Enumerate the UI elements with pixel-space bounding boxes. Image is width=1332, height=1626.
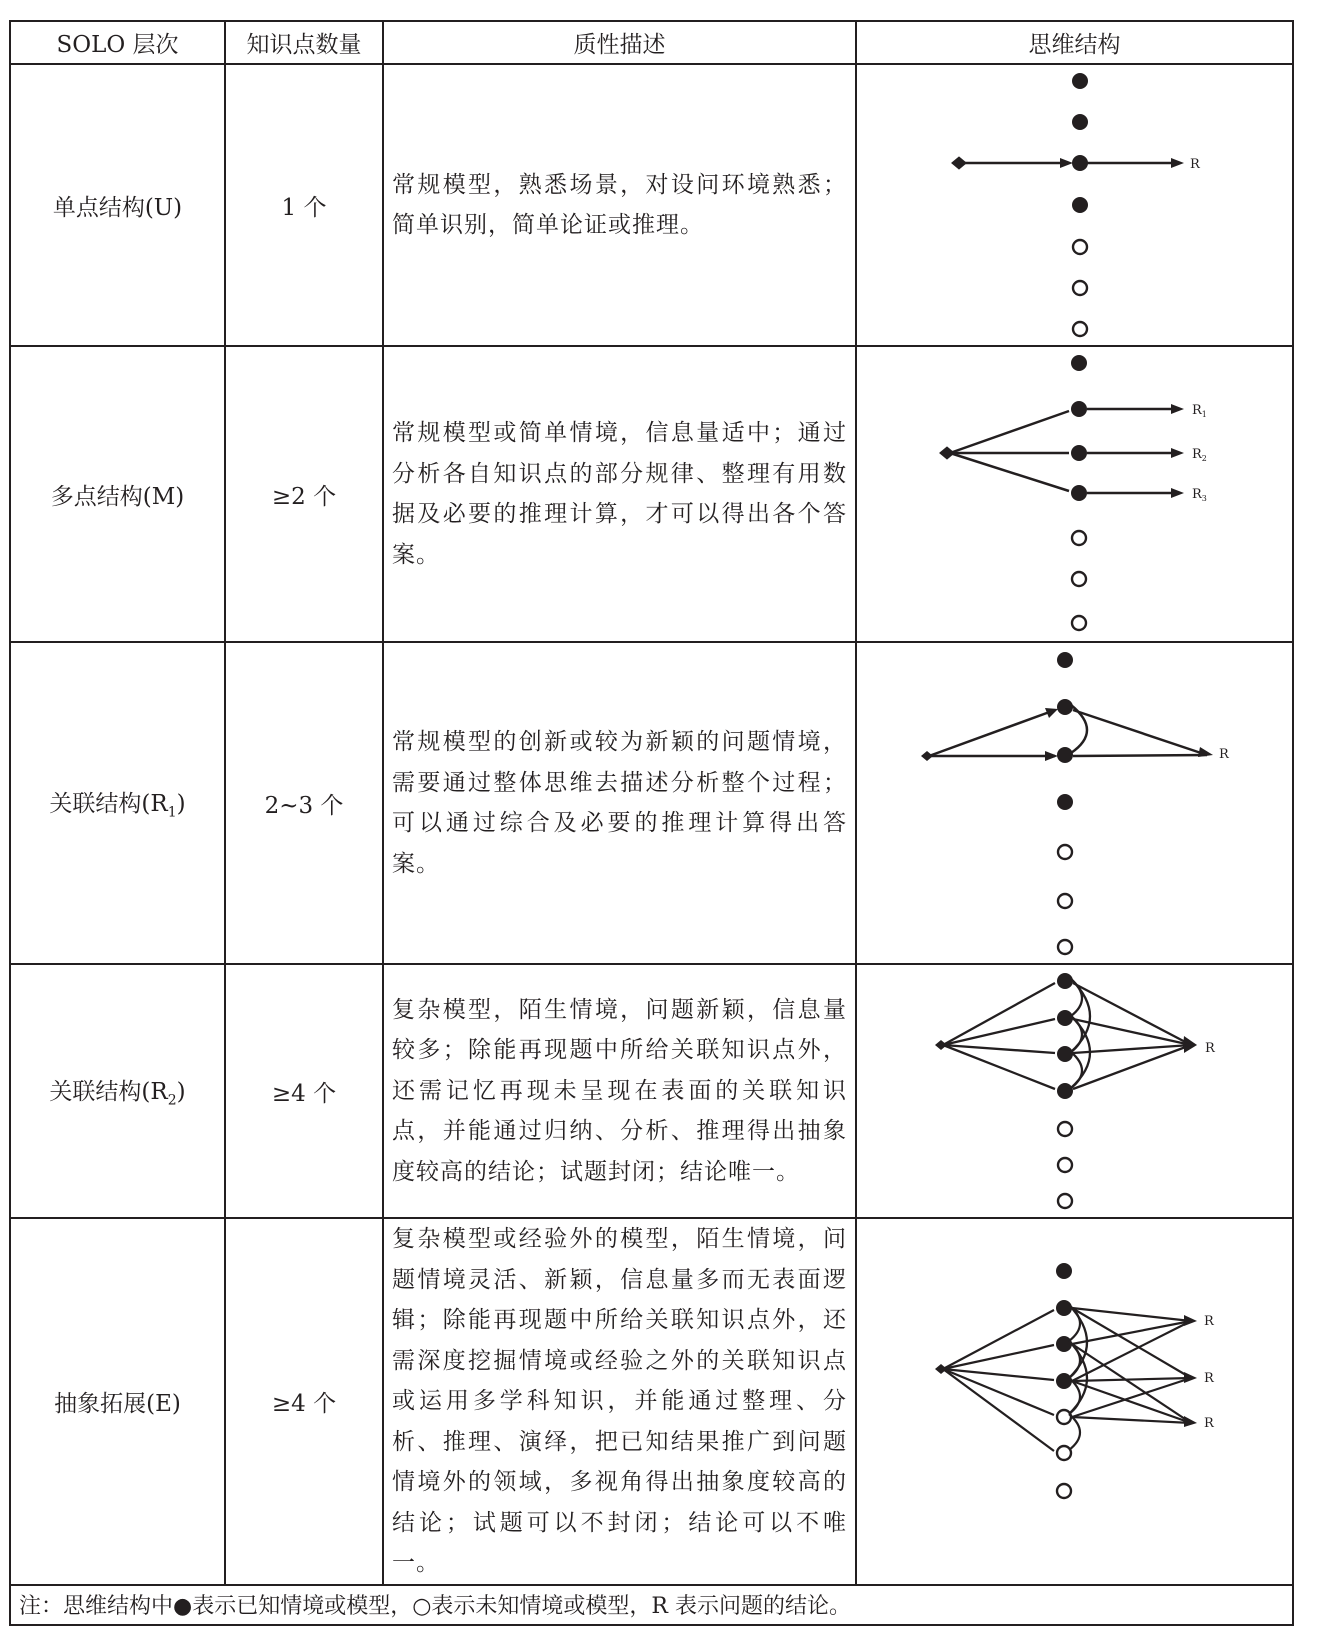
level-cell: 关联结构$(R_1)$ xyxy=(10,642,225,964)
unistructural-diagram xyxy=(857,65,1294,347)
table-row xyxy=(10,964,1293,1218)
table-row xyxy=(10,642,1293,964)
known-node xyxy=(1071,401,1087,417)
conclusion-label: R xyxy=(1192,403,1202,418)
header-thinking-structure: 思维结构 xyxy=(856,21,1293,64)
header-knowledge-count: 知识点数量 xyxy=(225,21,383,64)
count-cell: ≥2 个 xyxy=(225,346,383,642)
known-node xyxy=(1071,355,1087,371)
conclusion-label: R xyxy=(1192,487,1202,502)
description-cell: 复杂模型，陌生情境，问题新颖，信息量较多；除能再现题中所给关联知识点外，还需记忆再现未呈现在表面的关联知识点，并能通过归纳、分析、推理得出抽象度较高的结论；试题封闭；结论唯一。 xyxy=(383,964,856,1218)
count-cell: 1 个 xyxy=(225,64,383,346)
unknown-node xyxy=(1072,572,1086,586)
unknown-node xyxy=(1073,322,1087,336)
multistructural-diagram xyxy=(857,347,1294,643)
known-nodes xyxy=(1072,73,1088,213)
diagram-cell xyxy=(856,964,1293,1218)
conclusion-label: R xyxy=(1204,1371,1214,1386)
table-row xyxy=(10,346,1293,642)
count-cell: 2~3 个 xyxy=(225,642,383,964)
solo-table xyxy=(9,20,1294,1626)
description-cell: 复杂模型或经验外的模型，陌生情境，问题情境灵活、新颖，信息量多而无表面逻辑；除能再现题中所给关联知识点外，还需深度挖掘情境或经验之外的关联知识点或运用多学科知识，并能通过整理、分析、推理、演绎，把已知结果推广到问题情境外的领域，多视角得出抽象度较高的结论；试题可以不封闭；结论可以不唯一。 xyxy=(383,1218,856,1585)
arrows xyxy=(953,158,1184,168)
conclusion-label: R xyxy=(1190,157,1200,172)
level-cell: 关联结构$(R_2)$ xyxy=(10,964,225,1218)
diagram-cell xyxy=(856,1218,1293,1585)
count-cell: ≥4 个 xyxy=(225,964,383,1218)
relational-r2-diagram xyxy=(857,965,1294,1219)
svg-text:R2: $R_2$ xyxy=(1192,447,1207,463)
unknown-node xyxy=(1073,281,1087,295)
extended-abstract-diagram xyxy=(857,1219,1294,1545)
level-cell: 单点结构(U) xyxy=(10,64,225,346)
known-node xyxy=(1072,155,1088,171)
header-qualitative-description: 质性描述 xyxy=(383,21,856,64)
conclusion-label: R xyxy=(1192,447,1202,462)
svg-text:R3: $R_3$ xyxy=(1192,487,1207,503)
conclusion-label: R xyxy=(1205,1041,1215,1056)
count-cell: ≥4 个 xyxy=(225,1218,383,1585)
diagram-cell xyxy=(856,64,1293,346)
note-row xyxy=(10,1585,1293,1625)
known-node xyxy=(1072,73,1088,89)
description-cell: 常规模型的创新或较为新颖的问题情境，需要通过整体思维去描述分析整个过程；可以通过综合及必要的推理计算得出答案。 xyxy=(383,642,856,964)
unknown-node xyxy=(1073,240,1087,254)
known-node xyxy=(1072,114,1088,130)
table-row xyxy=(10,64,1293,346)
unknown-nodes xyxy=(1073,240,1087,336)
conclusion-label: R xyxy=(1204,1314,1214,1329)
relational-r1-diagram xyxy=(857,643,1294,965)
table-row xyxy=(10,1218,1293,1585)
svg-text:R1: $R_1$ xyxy=(1192,403,1207,419)
known-node xyxy=(1071,445,1087,461)
description-cell: 常规模型或简单情境，信息量适中；通过分析各自知识点的部分规律、整理有用数据及必要的推理计算，才可以得出各个答案。 xyxy=(383,346,856,642)
cut-off-top-text xyxy=(0,0,1332,10)
level-cell: 多点结构(M) xyxy=(10,346,225,642)
description-cell: 常规模型，熟悉场景，对设问环境熟悉；简单识别，简单论证或推理。 xyxy=(383,64,856,346)
known-node xyxy=(1071,485,1087,501)
diagram-cell xyxy=(856,642,1293,964)
unknown-node xyxy=(1072,616,1086,630)
conclusion-label: R xyxy=(1219,747,1229,762)
level-cell: 抽象拓展(E) xyxy=(10,1218,225,1585)
conclusion-label: R xyxy=(1204,1416,1214,1431)
known-node xyxy=(1072,197,1088,213)
header-solo-level: SOLO 层次 xyxy=(10,21,225,64)
diagram-cell xyxy=(856,346,1293,642)
table-header-row xyxy=(10,21,1293,64)
unknown-node xyxy=(1072,531,1086,545)
table-note: 注：思维结构中●表示已知情境或模型，○表示未知情境或模型，R 表示问题的结论。 xyxy=(10,1585,1293,1625)
